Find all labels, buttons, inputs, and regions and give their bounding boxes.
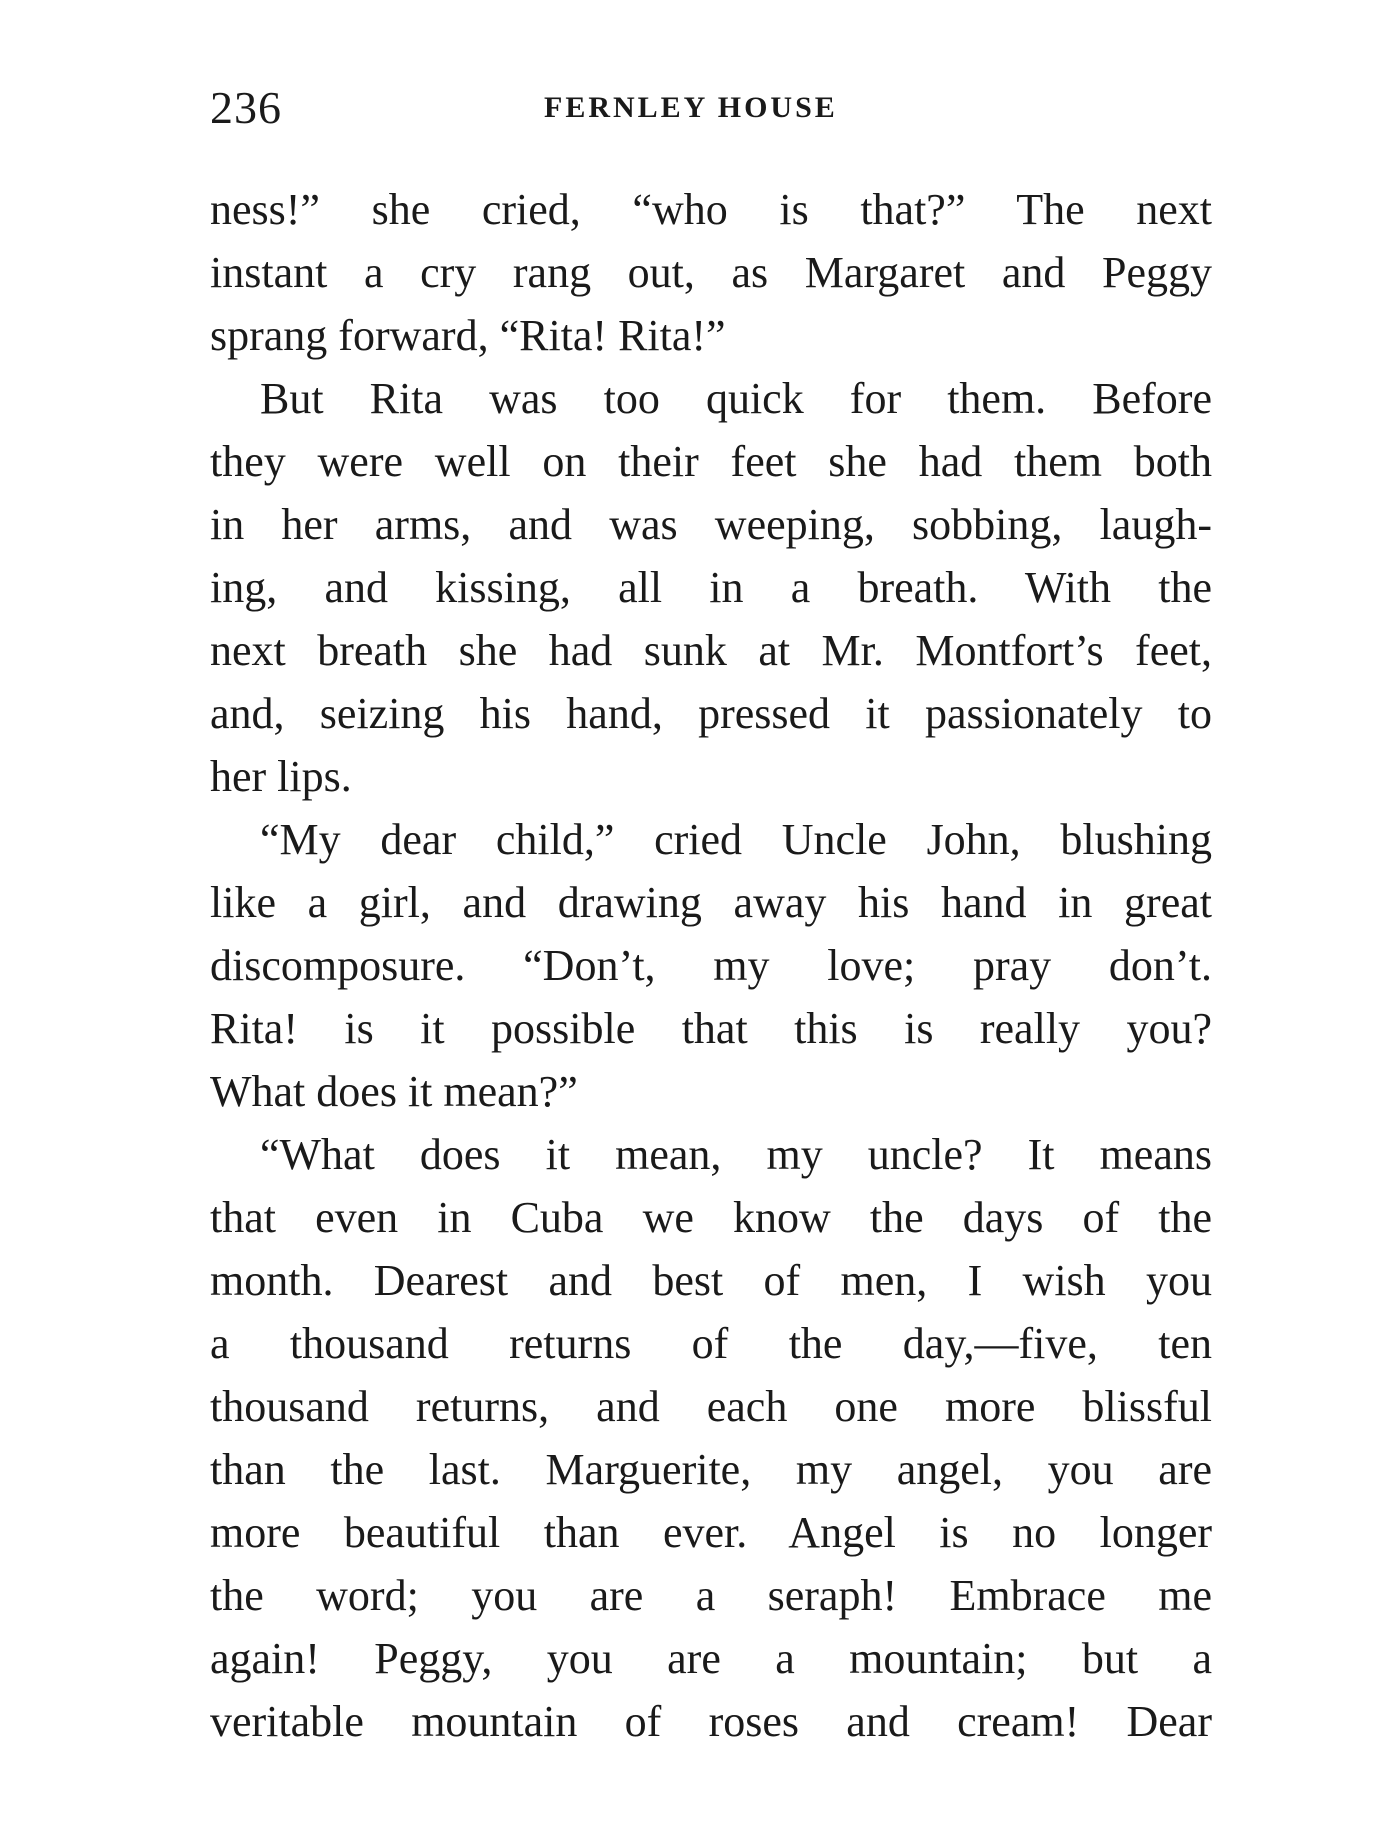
page-header [210,78,1212,138]
text-line: in her arms, and was weeping, sobbing, laugh- [210,500,1212,549]
text-line: again! Peggy, you are a mountain; but a [210,1634,1212,1683]
text-line: than the last. Marguerite, my angel, you are [210,1445,1212,1494]
text-line: sprang forward, “Rita! Rita!” [210,311,726,360]
text-line: month. Dearest and best of men, I wish you [210,1256,1212,1305]
text-line: veritable mountain of roses and cream! Dear [210,1697,1212,1746]
body-text [210,178,1212,1753]
text-line: ing, and kissing, all in a breath. With the [210,563,1212,612]
text-line: more beautiful than ever. Angel is no longer [210,1508,1212,1557]
text-line: next breath she had sunk at Mr. Montfort’s feet, [210,626,1212,675]
text-line: instant a cry rang out, as Margaret and Peggy [210,248,1212,297]
text-line: But Rita was too quick for them. Before [260,374,1212,423]
text-line: What does it mean?” [210,1067,578,1116]
text-line: thousand returns, and each one more blissful [210,1382,1212,1431]
text-line: they were well on their feet she had them both [210,437,1212,486]
text-line: like a girl, and drawing away his hand in great [210,878,1212,927]
text-line: that even in Cuba we know the days of the [210,1193,1212,1242]
text-line: Rita! is it possible that this is really you? [210,1004,1212,1053]
page-number: 236 [210,82,282,133]
running-title: FERNLEY HOUSE [544,91,838,124]
text-line: a thousand returns of the day,—five, ten [210,1319,1212,1368]
text-line: ness!” she cried, “who is that?” The next [210,185,1212,234]
text-line: “My dear child,” cried Uncle John, blushing [260,815,1212,864]
text-line: her lips. [210,752,352,801]
text-line: discomposure. “Don’t, my love; pray don’t. [210,941,1212,990]
text-line: “What does it mean, my uncle? It means [260,1130,1212,1179]
text-line: the word; you are a seraph! Embrace me [210,1571,1212,1620]
text-line: and, seizing his hand, pressed it passionately to [210,689,1212,738]
